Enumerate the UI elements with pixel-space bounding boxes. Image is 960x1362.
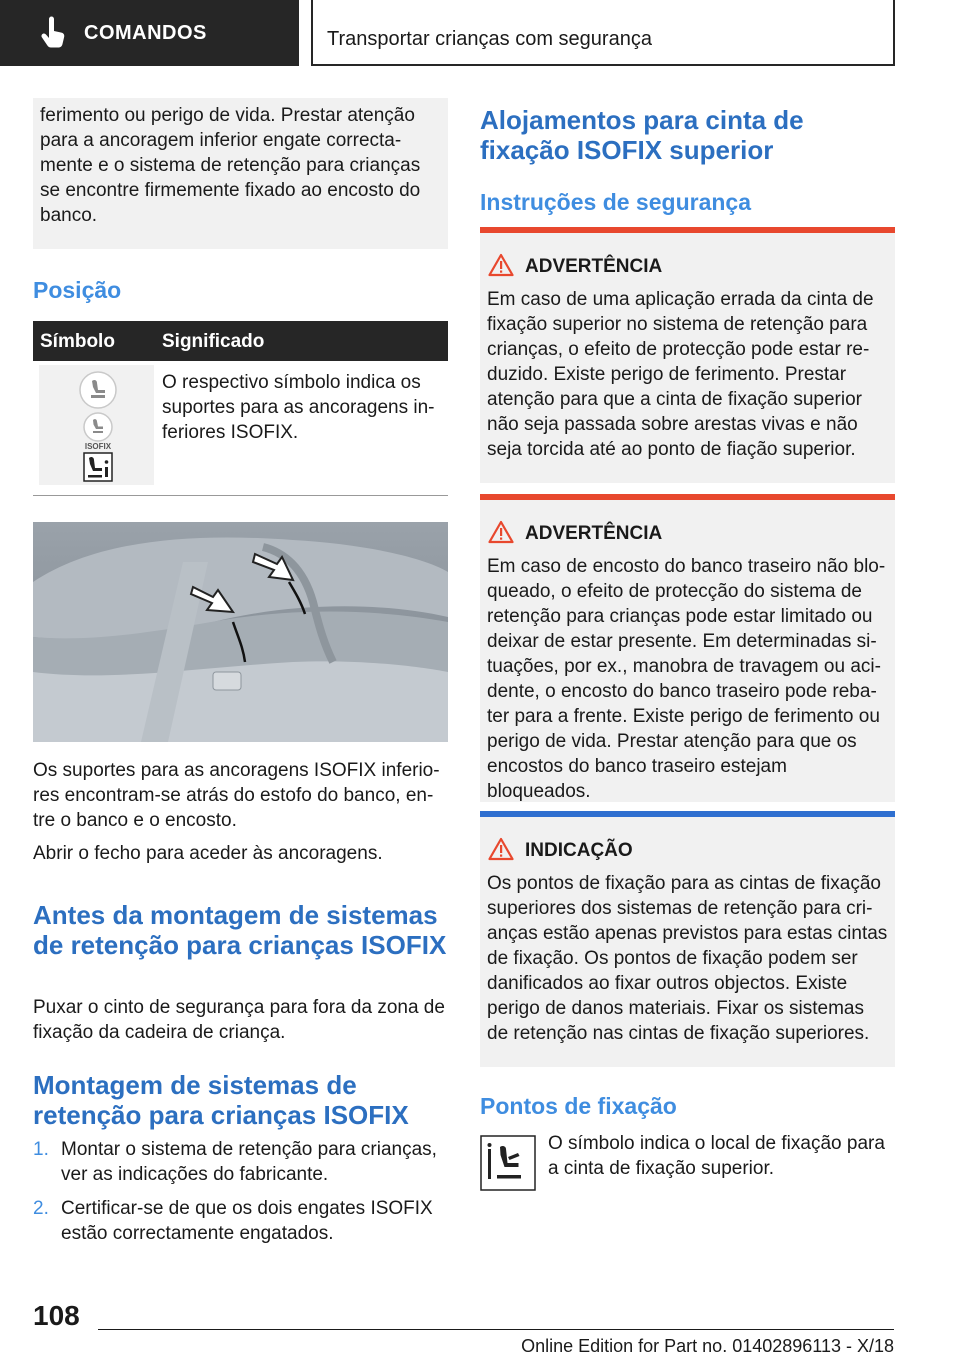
symbol-cell <box>39 365 154 485</box>
warning-triangle-icon <box>488 253 514 277</box>
warning-box-1 <box>480 227 895 483</box>
step-text: Certificar-se de que os dois engates ISOFIX estão correctamente engatados. <box>61 1198 433 1244</box>
chapter-title: Transportar crianças com segurança <box>327 28 652 50</box>
table-header <box>33 321 448 361</box>
photo-caption-2: Abrir o fecho para aceder às ancoragens. <box>33 843 383 864</box>
rear-seat-image <box>33 522 448 742</box>
edition-text: Online Edition for Part no. 01402896113 - X/18 <box>521 1336 894 1356</box>
note-title: INDICAÇÃO <box>525 840 633 861</box>
position-heading: Posição <box>33 277 122 303</box>
mount-heading: Montagem de sistemas de retenção para crianças ISOFIX <box>33 1070 409 1130</box>
points-heading: Pontos de fixação <box>480 1093 677 1119</box>
list-item <box>33 1196 448 1246</box>
section-tab[interactable] <box>0 0 299 66</box>
section-label: COMANDOS <box>84 21 207 44</box>
step-text: Montar o sistema de retenção para crianças, ver as indicações do fabricante. <box>61 1139 437 1185</box>
before-text: Puxar o cinto de segurança para fora da zona de fixação da cadeira de criança. <box>33 997 445 1043</box>
col-symbol-header: Símbolo <box>40 331 115 352</box>
warning-text: Em caso de encosto do banco traseiro não bloqueado, o efeito de protecção do sistema de retenção para crianças pode estar limitado ou deixar de estar presente. Em determinadas situações, por ex., manobra de travagem ou acidente, o encosto do banco traseiro pode rebater para a frente. Existe perigo de ferimento ou perigo de vida. Prestar atenção para que os encostos do banco traseiro estejam bloqueados. <box>487 556 886 802</box>
chapter-title-box <box>311 0 895 66</box>
mount-steps <box>33 1137 448 1246</box>
warning-title: ADVERTÊNCIA <box>525 523 663 544</box>
warning-text: Em caso de uma aplicação errada da cinta de fixação superior no sistema de retenção para crianças, o efeito de protecção pode estar reduzido. Existe perigo de ferimento. Prestar atenção para que a cinta de fixação superior não seja passada sobre arestas vivas e não seja torcida até ao ponto de fiação superior. <box>487 289 874 460</box>
before-heading: Antes da montagem de sistemas de retenção para crianças ISOFIX <box>33 900 447 960</box>
warning-box-2 <box>480 494 895 802</box>
warning-bar <box>480 494 895 500</box>
footer-edition <box>484 1336 894 1357</box>
points-text: O símbolo indica o local de fixação para a cinta de fixação superior. <box>548 1133 885 1179</box>
intro-box <box>33 98 448 249</box>
photo-caption: Os suportes para as ancoragens ISOFIX inferiores encontram-se atrás do estofo do banco, entre o banco e o encosto. <box>33 760 440 831</box>
seat-anchor-photo <box>33 522 448 742</box>
note-box <box>480 811 895 1067</box>
isofix-symbols-icon <box>39 365 154 485</box>
page-number: 108 <box>33 1300 80 1331</box>
col-meaning-header: Significado <box>162 331 265 352</box>
note-text: Os pontos de fixação para as cintas de fixação superiores dos sistemas de retenção para crianças estão apenas previstos para estas cintas de fixação. Os pontos de fixação podem ser danificados ao fixar outros objectos. Existe perigo de danos materiais. Fixar os sistemas de retenção nas cintas de fixação superiores. <box>487 873 888 1044</box>
note-bar <box>480 811 895 817</box>
intro-text: ferimento ou perigo de vida. Prestar atenção para a ancoragem inferior engate correctamente e o sistema de retenção para crianças se encontre firmemente fixado ao encosto do banco. <box>40 105 421 226</box>
warning-title: ADVERTÊNCIA <box>525 256 663 277</box>
hand-pointer-icon <box>38 16 68 50</box>
table-row <box>33 361 448 496</box>
footer-divider <box>98 1329 894 1330</box>
top-tether-symbol-icon <box>480 1135 536 1191</box>
step-number: 1. <box>33 1139 49 1160</box>
step-number: 2. <box>33 1198 49 1219</box>
safety-heading: Instruções de segurança <box>480 189 751 215</box>
page-header <box>0 0 960 66</box>
warning-triangle-icon <box>488 837 514 861</box>
symbol-table <box>33 321 448 496</box>
isofix-label: ISOFIX <box>84 442 112 451</box>
symbol-meaning: O respectivo símbolo indica os suportes para as ancoragens inferiores ISOFIX. <box>162 372 435 443</box>
warning-triangle-icon <box>488 520 514 544</box>
list-item <box>33 1137 448 1187</box>
warning-bar <box>480 227 895 233</box>
top-tether-heading: Alojamentos para cinta de fixação ISOFIX superior <box>480 105 804 165</box>
